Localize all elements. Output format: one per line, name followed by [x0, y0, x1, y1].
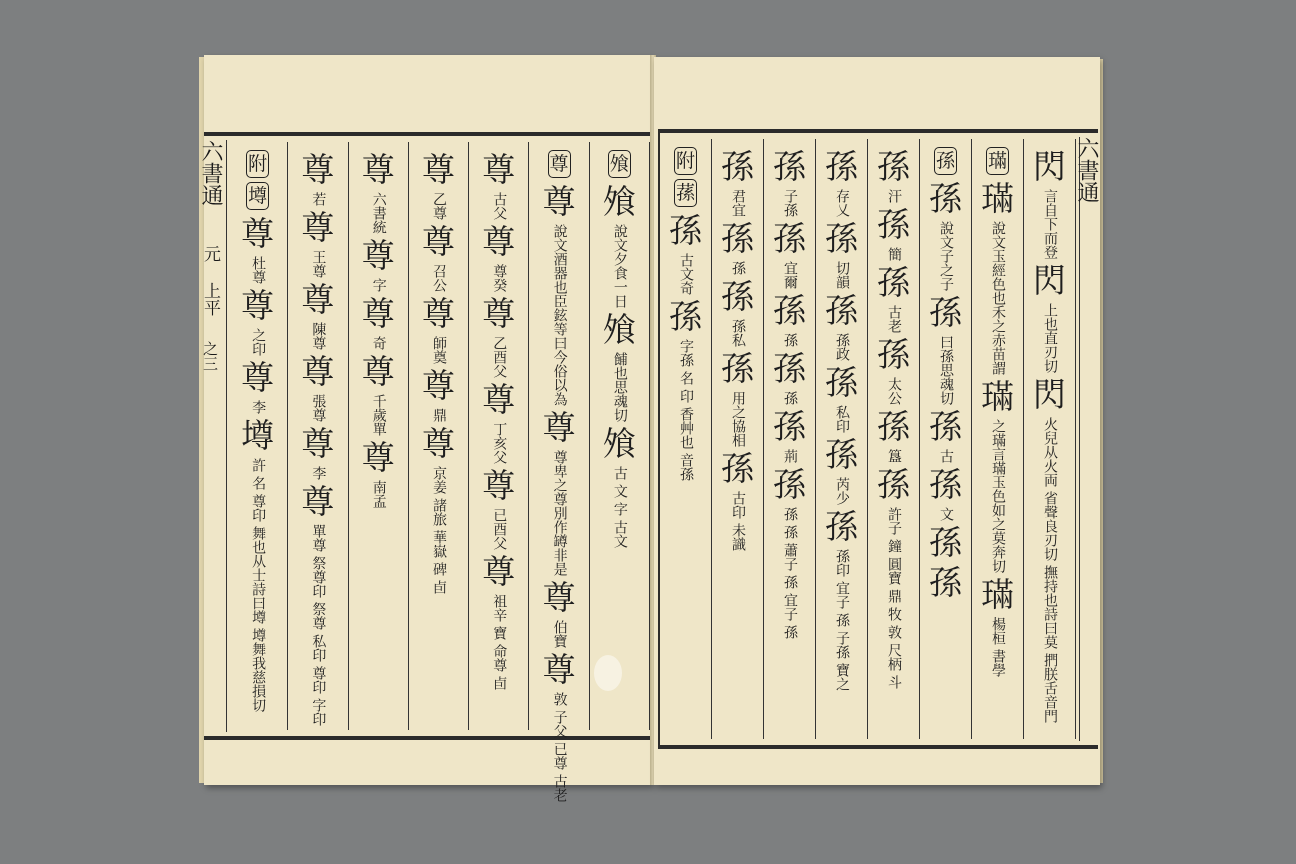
annotation-text: 音孫	[678, 453, 694, 481]
seal-glyph: 孫	[721, 277, 754, 316]
annotation-text: 單尊	[310, 524, 327, 552]
annotation-text: 孫政	[834, 333, 850, 361]
seal-glyph: 尊	[542, 408, 576, 447]
seal-glyph: 孫	[929, 563, 962, 602]
annotation-text: 敦	[886, 625, 902, 639]
annotation-text: 牧	[886, 607, 902, 621]
annotation-text: 子父	[551, 710, 568, 738]
seal-glyph: 孫	[929, 179, 962, 218]
annotation-text: 卣	[430, 580, 447, 594]
seal-glyph: 孫	[929, 407, 962, 446]
entry-heading: 璊	[986, 147, 1009, 175]
seal-glyph: 孫	[825, 363, 858, 402]
annotation-text: 古印	[730, 491, 746, 519]
seal-glyph: 孫	[773, 407, 806, 446]
entry-heading: 附	[246, 150, 269, 178]
annotation-text: 撫持也詩曰莫	[1042, 565, 1058, 649]
annotation-text: 說文玉經色也禾之赤苗謂	[990, 221, 1006, 375]
seal-glyph: 孫	[877, 465, 910, 504]
annotation-text: 已尊	[551, 742, 568, 770]
right-margin-title: 六書通	[1074, 137, 1099, 203]
left-page-column	[228, 142, 288, 730]
seal-glyph: 尊	[361, 294, 395, 333]
right-margin-column	[1074, 137, 1102, 741]
column-text	[660, 147, 711, 483]
annotation-text: 墫舞我慈損切	[250, 628, 267, 712]
annotation-text: 孫	[782, 391, 798, 405]
annotation-text: 古老	[551, 774, 568, 802]
annotation-text: 名	[678, 371, 694, 385]
annotation-text: 陳尊	[310, 322, 327, 350]
annotation-text: 李	[310, 466, 327, 480]
annotation-text: 印	[678, 389, 694, 403]
left-margin-bottom: 之三	[201, 341, 219, 371]
seal-glyph: 孫	[877, 147, 910, 186]
annotation-text: 已酉父	[491, 508, 508, 550]
seal-glyph: 尊	[301, 150, 335, 189]
annotation-text: 餔也思魂切	[611, 352, 628, 422]
annotation-text: 子孫	[782, 189, 798, 217]
seal-glyph: 閃	[1033, 261, 1066, 300]
annotation-text: 之璊言璊玉色如之莫奔切	[990, 419, 1006, 573]
column-text	[590, 150, 649, 550]
annotation-text: 許	[250, 458, 267, 472]
column-text	[288, 150, 347, 728]
annotation-text: 尺柄	[886, 643, 902, 671]
annotation-text: 孫	[782, 525, 798, 539]
column-text	[529, 150, 588, 804]
seal-glyph: 尊	[241, 286, 275, 325]
annotation-text: 簋	[886, 449, 902, 463]
entry-heading: 飧	[608, 150, 631, 178]
annotation-text: 香艸也	[678, 407, 694, 449]
seal-glyph: 飧	[602, 424, 636, 463]
annotation-text: 孫	[782, 507, 798, 521]
annotation-text: 圓寶	[886, 557, 902, 585]
seal-glyph: 孫	[721, 449, 754, 488]
seal-glyph: 尊	[361, 352, 395, 391]
annotation-text: 說文夕食一日	[611, 224, 628, 308]
right-page	[654, 57, 1100, 785]
annotation-text: 祭尊	[310, 602, 327, 630]
right-page-column	[816, 139, 868, 739]
right-page-column	[764, 139, 816, 739]
entry-heading: 附	[674, 147, 697, 175]
annotation-text: 孫私	[730, 319, 746, 347]
annotation-text: 孫	[782, 575, 798, 589]
right-page-column	[868, 139, 920, 739]
seal-glyph: 孫	[929, 465, 962, 504]
seal-glyph: 尊	[482, 466, 516, 505]
seal-glyph: 尊	[361, 150, 395, 189]
annotation-text: 碑	[430, 562, 447, 576]
seal-glyph: 孫	[773, 349, 806, 388]
annotation-text: 召公	[430, 264, 447, 292]
annotation-text: 捫朕舌音門	[1042, 653, 1058, 723]
entry-heading: 孫	[934, 147, 957, 175]
seal-glyph: 尊	[482, 294, 516, 333]
annotation-text: 鐘	[886, 539, 902, 553]
seal-glyph: 尊	[421, 150, 455, 189]
annotation-text: 孫	[730, 261, 746, 275]
column-text	[712, 147, 763, 553]
annotation-text: 私印	[834, 405, 850, 433]
entry-heading: 尊	[548, 150, 571, 178]
left-margin-title: 六書通	[198, 140, 223, 206]
annotation-text: 京姜	[430, 466, 447, 494]
seal-glyph: 孫	[721, 349, 754, 388]
annotation-text: 子孫	[834, 631, 850, 659]
annotation-text: 火兒从火両	[1042, 417, 1058, 487]
seal-glyph: 孫	[773, 219, 806, 258]
annotation-text: 字	[611, 502, 628, 516]
annotation-text: 荊	[782, 449, 798, 463]
annotation-text: 上也直刃切	[1042, 303, 1058, 373]
annotation-text: 古文	[611, 520, 628, 548]
annotation-text: 切韻	[834, 261, 850, 289]
left-page	[198, 55, 652, 802]
column-text	[972, 147, 1023, 679]
annotation-text: 鼎	[430, 408, 447, 422]
seal-glyph: 尊	[542, 578, 576, 617]
annotation-text: 千歲單	[370, 394, 387, 436]
seal-glyph: 孫	[773, 147, 806, 186]
seal-glyph: 孫	[877, 205, 910, 244]
right-page-column	[660, 139, 712, 739]
annotation-text: 華嶽	[430, 530, 447, 558]
seal-glyph: 璊	[981, 575, 1014, 614]
annotation-text: 未識	[730, 523, 746, 551]
seal-glyph: 孫	[721, 147, 754, 186]
annotation-text: 古	[611, 466, 628, 480]
annotation-text: 尊印	[310, 666, 327, 694]
seal-glyph: 閃	[1033, 147, 1066, 186]
right-page-column	[1024, 139, 1076, 739]
annotation-text: 古老	[886, 305, 902, 333]
seal-glyph: 尊	[421, 294, 455, 333]
column-text	[764, 147, 815, 641]
seal-glyph: 閃	[1033, 375, 1066, 414]
annotation-text: 舞也从士詩曰墫	[250, 526, 267, 624]
annotation-text: 存乂	[834, 189, 850, 217]
left-page-column	[409, 142, 469, 730]
seal-glyph: 尊	[542, 650, 576, 689]
seal-glyph: 尊	[241, 358, 275, 397]
seal-glyph: 孫	[877, 335, 910, 374]
seal-glyph: 孫	[929, 293, 962, 332]
annotation-text: 宜子	[834, 581, 850, 609]
left-page-column	[349, 142, 409, 730]
seal-glyph: 孫	[669, 297, 702, 336]
annotation-text: 伯寶	[551, 620, 568, 648]
seal-glyph: 孫	[773, 465, 806, 504]
annotation-text: 宜爾	[782, 261, 798, 289]
annotation-text: 孫	[782, 625, 798, 639]
column-text	[469, 150, 528, 692]
annotation-text: 祭尊印	[310, 556, 327, 598]
seal-glyph: 尊	[241, 214, 275, 253]
seal-glyph: 尊	[301, 424, 335, 463]
annotation-text: 字印	[310, 698, 327, 726]
annotation-text: 杜尊	[250, 256, 267, 284]
annotation-text: 命尊	[491, 644, 508, 672]
annotation-text: 古文奇	[678, 253, 694, 295]
seal-glyph: 尊	[482, 380, 516, 419]
annotation-text: 字	[370, 278, 387, 292]
left-page-frame	[198, 132, 651, 802]
seal-glyph: 璊	[981, 377, 1014, 416]
seal-glyph: 尊	[421, 366, 455, 405]
annotation-text: 用之協相	[730, 391, 746, 447]
seal-glyph: 飧	[602, 310, 636, 349]
seal-glyph: 尊	[301, 280, 335, 319]
column-text	[868, 147, 919, 691]
seal-glyph: 尊	[482, 552, 516, 591]
right-page-column	[972, 139, 1024, 739]
annotation-text: 孫	[782, 333, 798, 347]
left-page-column	[469, 142, 529, 730]
column-text	[816, 147, 867, 693]
right-page-column	[712, 139, 764, 739]
annotation-text: 寶之	[834, 663, 850, 691]
annotation-text: 鼎	[886, 589, 902, 603]
seal-glyph: 孫	[825, 291, 858, 330]
annotation-text: 孫印	[834, 549, 850, 577]
seal-glyph: 尊	[361, 438, 395, 477]
seal-glyph: 尊	[482, 150, 516, 189]
annotation-text: 尊卑之尊別作罇非是	[551, 450, 568, 576]
seal-glyph: 尊	[301, 208, 335, 247]
seal-glyph: 尊	[361, 236, 395, 275]
annotation-text: 尊癸	[491, 264, 508, 292]
column-text	[349, 150, 408, 510]
annotation-text: 簡	[886, 247, 902, 261]
annotation-text: 字孫	[678, 339, 694, 367]
right-page-column	[920, 139, 972, 739]
annotation-text: 孫	[834, 613, 850, 627]
annotation-text: 太公	[886, 377, 902, 405]
annotation-text: 文	[938, 507, 954, 521]
annotation-text: 南孟	[370, 480, 387, 508]
seal-glyph: 尊	[301, 482, 335, 521]
seal-glyph: 孫	[721, 219, 754, 258]
annotation-text: 王尊	[310, 250, 327, 278]
annotation-text: 宜子	[782, 593, 798, 621]
annotation-text: 奇	[370, 336, 387, 350]
seal-glyph: 尊	[421, 222, 455, 261]
annotation-text: 乙酉父	[491, 336, 508, 378]
left-margin-sub: 元 上平	[200, 245, 220, 316]
seal-glyph: 璊	[981, 179, 1014, 218]
seal-glyph: 尊	[421, 424, 455, 463]
annotation-text: 言自下而登	[1042, 189, 1058, 259]
entry-heading: 墫	[246, 182, 269, 210]
annotation-text: 說文子之子	[938, 221, 954, 291]
column-text	[228, 150, 287, 714]
annotation-text: 楊桓	[990, 617, 1006, 645]
annotation-text: 之印	[250, 328, 267, 356]
annotation-text: 六書統	[370, 192, 387, 234]
annotation-text: 斗	[886, 675, 902, 689]
annotation-text: 蕭子	[782, 543, 798, 571]
annotation-text: 曰孫思魂切	[938, 335, 954, 405]
annotation-text: 李	[250, 400, 267, 414]
column-text	[1024, 147, 1075, 725]
column-text	[920, 147, 971, 603]
annotation-text: 省聲良刃切	[1042, 491, 1058, 561]
left-page-column	[288, 142, 348, 730]
seal-glyph: 孫	[825, 219, 858, 258]
column-text	[409, 150, 468, 596]
seal-glyph: 尊	[482, 222, 516, 261]
annotation-text: 張尊	[310, 394, 327, 422]
seal-glyph: 孫	[669, 211, 702, 250]
annotation-text: 寶	[491, 626, 508, 640]
annotation-text: 私印	[310, 634, 327, 662]
seal-glyph: 孫	[825, 435, 858, 474]
left-margin-column	[198, 140, 227, 732]
seal-glyph: 尊	[542, 182, 576, 221]
seal-glyph: 孫	[825, 507, 858, 546]
seal-glyph: 墫	[241, 416, 275, 455]
annotation-text: 丁亥父	[491, 422, 508, 464]
right-page-frame	[658, 129, 1098, 749]
annotation-text: 文	[611, 484, 628, 498]
seal-glyph: 孫	[877, 263, 910, 302]
paper-hole-mark	[594, 655, 622, 691]
annotation-text: 尊印	[250, 494, 267, 522]
annotation-text: 汗	[886, 189, 902, 203]
annotation-text: 芮少	[834, 477, 850, 505]
annotation-text: 敦	[551, 692, 568, 706]
seal-glyph: 孫	[773, 291, 806, 330]
annotation-text: 說文酒器也臣鉉等曰今俗以為	[551, 224, 568, 406]
annotation-text: 書學	[990, 649, 1006, 677]
annotation-text: 祖辛	[491, 594, 508, 622]
seal-glyph: 孫	[929, 523, 962, 562]
annotation-text: 諸旅	[430, 498, 447, 526]
annotation-text: 古父	[491, 192, 508, 220]
annotation-text: 乙尊	[430, 192, 447, 220]
annotation-text: 古	[938, 449, 954, 463]
annotation-text: 許子	[886, 507, 902, 535]
seal-glyph: 孫	[877, 407, 910, 446]
left-page-column	[590, 142, 650, 730]
annotation-text: 名	[250, 476, 267, 490]
seal-glyph: 飧	[602, 182, 636, 221]
annotation-text: 君宜	[730, 189, 746, 217]
annotation-text: 若	[310, 192, 327, 206]
seal-glyph: 尊	[301, 352, 335, 391]
entry-heading: 蓀	[674, 179, 697, 207]
seal-glyph: 孫	[825, 147, 858, 186]
annotation-text: 師奠	[430, 336, 447, 364]
left-page-column	[529, 142, 589, 802]
annotation-text: 卣	[491, 676, 508, 690]
